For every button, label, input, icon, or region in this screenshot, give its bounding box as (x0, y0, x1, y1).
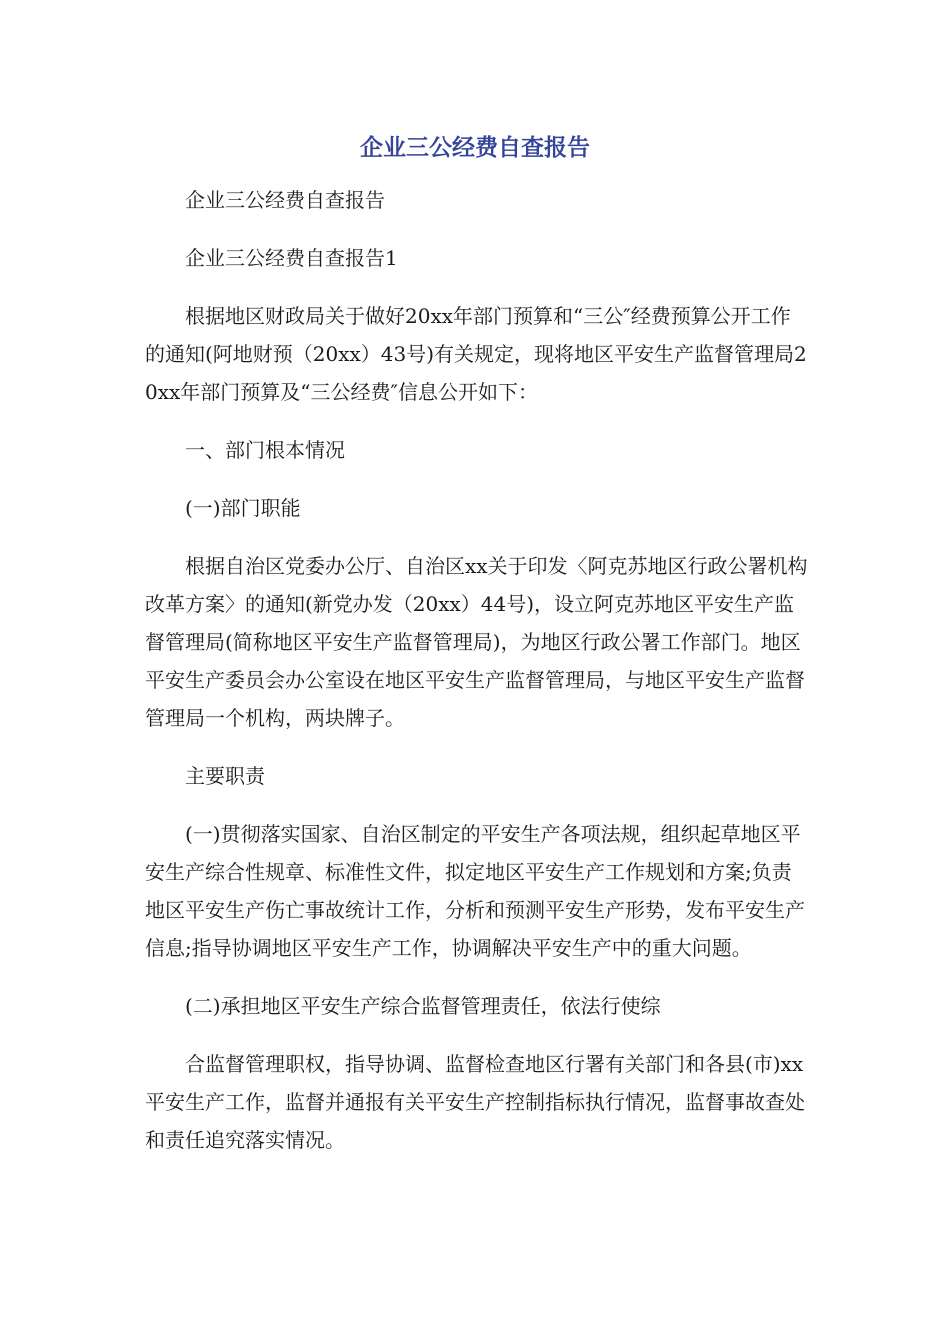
paragraph-subtitle: 企业三公经费自查报告 (185, 188, 385, 212)
paragraph-duty-two-heading: (二)承担地区平安生产综合监督管理责任，依法行使综 (185, 994, 661, 1018)
paragraph-duty-one: (一)贯彻落实国家、自治区制定的平安生产各项法规，组织起草地区平安生产综合性规章、标准性文件，拟定地区平安生产工作规划和方案;负责地区平安生产伤亡事故统计工作，分析和预测平安生产形势，发布平安生产信息;指导协调地区平安生产工作，协调解决平安生产中的重大问题。 (145, 822, 805, 960)
paragraph-report-heading: 企业三公经费自查报告1 (185, 246, 398, 270)
document-body (145, 181, 810, 1179)
paragraph-establishment: 根据自治区党委办公厅、自治区xx关于印发〈阿克苏地区行政公署机构改革方案〉的通知(新党办发（20xx）44号)，设立阿克苏地区平安生产监督管理局(简称地区平安生产监督管理局)，为地区行政公署工作部门。地区平安生产委员会办公室设在地区平安生产监督管理局，与地区平安生产监督管理局一个机构，两块牌子。 (145, 554, 808, 730)
subsection-heading-functions: (一)部门职能 (185, 496, 301, 520)
section-heading-main-duties: 主要职责 (185, 764, 265, 788)
paragraph-intro: 根据地区财政局关于做好20xx年部门预算和“三公″经费预算公开工作的通知(阿地财预（20xx）43号)有关规定，现将地区平安生产监督管理局20xx年部门预算及“三公经费″信息公开如下： (145, 304, 807, 404)
document-title: 企业三公经费自查报告 (360, 135, 590, 161)
section-heading-basic-info: 一、部门根本情况 (185, 438, 345, 462)
paragraph-duty-two-body: 合监督管理职权，指导协调、监督检查地区行署有关部门和各县(市)xx平安生产工作，监督并通报有关平安生产控制指标执行情况，监督事故查处和责任追究落实情况。 (145, 1052, 805, 1152)
